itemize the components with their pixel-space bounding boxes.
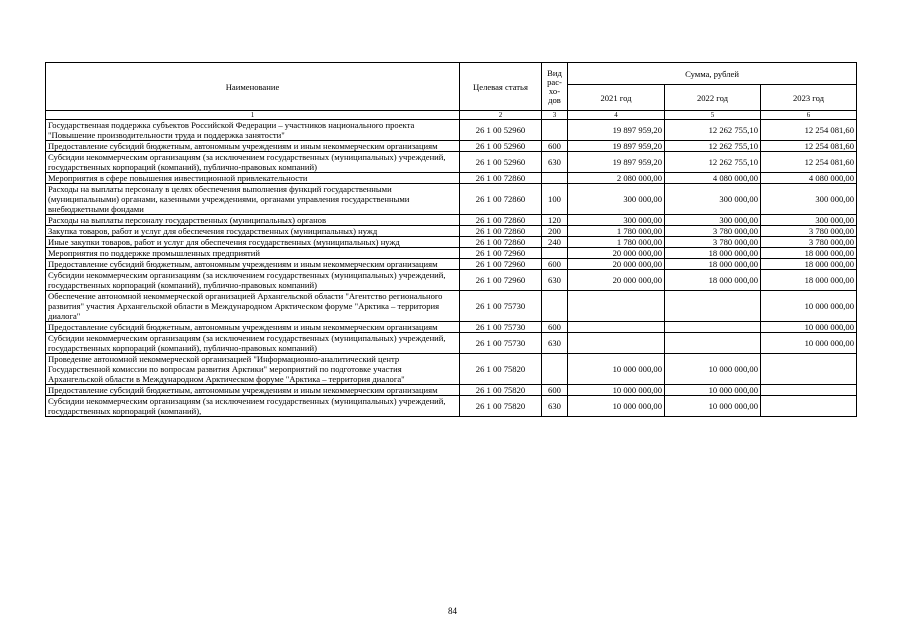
row-expense-type [542,354,568,385]
row-amount-2022: 12 262 755,10 [665,141,761,152]
row-amount-2023: 10 000 000,00 [761,291,857,322]
row-target-item: 26 1 00 75820 [460,396,542,417]
row-expense-type: 600 [542,322,568,333]
table-row [46,141,857,152]
row-amount-2021: 19 897 959,20 [568,120,665,141]
row-name: Предоставление субсидий бюджетным, автономным учреждениям и иным некоммерческим организациям [46,322,460,333]
column-number: 5 [665,111,761,120]
row-amount-2021 [568,333,665,354]
row-target-item: 26 1 00 72960 [460,270,542,291]
row-name: Мероприятия в сфере повышения инвестиционной привлекательности [46,173,460,184]
row-target-item: 26 1 00 75730 [460,322,542,333]
row-amount-2023: 18 000 000,00 [761,270,857,291]
table-row [46,396,857,417]
column-number: 6 [761,111,857,120]
row-expense-type: 630 [542,333,568,354]
row-amount-2023: 3 780 000,00 [761,226,857,237]
table-row [46,120,857,141]
table-row [46,259,857,270]
row-expense-type: 630 [542,270,568,291]
row-amount-2022: 18 000 000,00 [665,248,761,259]
row-amount-2022: 18 000 000,00 [665,259,761,270]
row-amount-2022: 3 780 000,00 [665,226,761,237]
row-amount-2021 [568,291,665,322]
row-target-item: 26 1 00 72860 [460,226,542,237]
row-amount-2023 [761,396,857,417]
row-expense-type: 600 [542,259,568,270]
column-number: 1 [46,111,460,120]
page-number: 84 [448,606,457,616]
row-target-item: 26 1 00 52960 [460,141,542,152]
row-target-item: 26 1 00 75730 [460,291,542,322]
header-expense-type: Вид рас-хо-дов [542,63,568,111]
header-row-1 [46,63,857,85]
row-name: Субсидии некоммерческим организациям (за исключением государственных (муниципальных) учреждений, государственных корпораций (компаний), публично-правовых компаний) [46,270,460,291]
row-amount-2023: 12 254 081,60 [761,120,857,141]
header-name: Наименование [46,63,460,111]
row-amount-2023: 18 000 000,00 [761,259,857,270]
row-amount-2022: 18 000 000,00 [665,270,761,291]
row-name: Субсидии некоммерческим организациям (за исключением государственных (муниципальных) учреждений, государственных корпораций (компаний), публично-правовых компаний) [46,333,460,354]
row-expense-type: 120 [542,215,568,226]
row-amount-2022: 3 780 000,00 [665,237,761,248]
row-target-item: 26 1 00 75820 [460,354,542,385]
row-amount-2021: 1 780 000,00 [568,226,665,237]
row-amount-2021: 19 897 959,20 [568,141,665,152]
table-row [46,354,857,385]
row-expense-type [542,248,568,259]
budget-table [45,62,857,417]
row-amount-2023: 300 000,00 [761,215,857,226]
table-row [46,322,857,333]
row-name: Государственная поддержка субъектов Российской Федерации – участников национального проекта "Повышение производительности труда и поддержка занятости" [46,120,460,141]
header-year-2022: 2022 год [665,85,761,111]
row-amount-2022: 10 000 000,00 [665,385,761,396]
row-expense-type: 600 [542,141,568,152]
row-amount-2022: 12 262 755,10 [665,152,761,173]
row-amount-2023 [761,385,857,396]
row-amount-2022: 10 000 000,00 [665,396,761,417]
table-row [46,270,857,291]
column-number-row [46,111,857,120]
row-name: Закупка товаров, работ и услуг для обеспечения государственных (муниципальных) нужд [46,226,460,237]
row-target-item: 26 1 00 72860 [460,215,542,226]
table-body [46,120,857,417]
row-expense-type: 200 [542,226,568,237]
row-target-item: 26 1 00 72860 [460,237,542,248]
row-target-item: 26 1 00 52960 [460,120,542,141]
row-name: Субсидии некоммерческим организациям (за исключением государственных (муниципальных) учреждений, государственных корпораций (компаний), [46,396,460,417]
row-name: Предоставление субсидий бюджетным, автономным учреждениям и иным некоммерческим организациям [46,385,460,396]
row-name: Проведение автономной некоммерческой организацией "Информационно-аналитический центр Государственной комиссии по вопросам развития Арктики" мероприятий по подготовке участия Архангельской области в Международном Арктическом форуме "Арктика – территория диалога" [46,354,460,385]
row-amount-2021: 10 000 000,00 [568,354,665,385]
row-name: Предоставление субсидий бюджетным, автономным учреждениям и иным некоммерческим организациям [46,141,460,152]
table-row [46,184,857,215]
header-year-2021: 2021 год [568,85,665,111]
table-row [46,248,857,259]
table-row [46,215,857,226]
table-row [46,152,857,173]
row-amount-2021: 20 000 000,00 [568,259,665,270]
table-row [46,226,857,237]
row-expense-type [542,291,568,322]
row-amount-2021: 10 000 000,00 [568,396,665,417]
header-target-item: Целевая статья [460,63,542,111]
row-amount-2023: 4 080 000,00 [761,173,857,184]
row-expense-type [542,173,568,184]
row-expense-type: 240 [542,237,568,248]
row-amount-2022: 300 000,00 [665,184,761,215]
row-target-item: 26 1 00 75820 [460,385,542,396]
row-amount-2022: 300 000,00 [665,215,761,226]
row-amount-2021 [568,322,665,333]
column-number: 2 [460,111,542,120]
column-number: 4 [568,111,665,120]
row-amount-2021: 10 000 000,00 [568,385,665,396]
row-amount-2021: 2 080 000,00 [568,173,665,184]
row-amount-2023: 12 254 081,60 [761,152,857,173]
row-name: Расходы на выплаты персоналу в целях обеспечения выполнения функций государственными (муниципальными) органами, казенными учреждениями, органами управления государственными внебюджетными фондами [46,184,460,215]
row-amount-2022 [665,333,761,354]
row-name: Обеспечение автономной некоммерческой организацией Архангельской области "Агентство регионального развития" участия Архангельской области в Международном Арктическом форуме "Арктика – территория диалога" [46,291,460,322]
row-amount-2021: 20 000 000,00 [568,270,665,291]
row-amount-2021: 300 000,00 [568,184,665,215]
row-amount-2022: 10 000 000,00 [665,354,761,385]
row-name: Предоставление субсидий бюджетным, автономным учреждениям и иным некоммерческим организациям [46,259,460,270]
row-amount-2023: 3 780 000,00 [761,237,857,248]
row-amount-2021: 1 780 000,00 [568,237,665,248]
row-name: Мероприятия по поддержке промышленных предприятий [46,248,460,259]
row-target-item: 26 1 00 72960 [460,248,542,259]
row-target-item: 26 1 00 72860 [460,184,542,215]
row-amount-2023: 10 000 000,00 [761,333,857,354]
table-row [46,385,857,396]
header-amount: Сумма, рублей [568,63,857,85]
table-row [46,333,857,354]
row-amount-2022: 12 262 755,10 [665,120,761,141]
row-amount-2023: 300 000,00 [761,184,857,215]
row-name: Расходы на выплаты персоналу государственных (муниципальных) органов [46,215,460,226]
row-name: Субсидии некоммерческим организациям (за исключением государственных (муниципальных) учреждений, государственных корпораций (компаний), публично-правовых компаний) [46,152,460,173]
row-amount-2022 [665,291,761,322]
row-target-item: 26 1 00 72960 [460,259,542,270]
row-expense-type: 630 [542,396,568,417]
row-amount-2023: 10 000 000,00 [761,322,857,333]
row-amount-2022 [665,322,761,333]
row-amount-2021: 19 897 959,20 [568,152,665,173]
row-amount-2023: 18 000 000,00 [761,248,857,259]
row-amount-2022: 4 080 000,00 [665,173,761,184]
row-expense-type: 630 [542,152,568,173]
column-number: 3 [542,111,568,120]
table-row [46,237,857,248]
row-target-item: 26 1 00 75730 [460,333,542,354]
row-amount-2021: 300 000,00 [568,215,665,226]
row-target-item: 26 1 00 52960 [460,152,542,173]
table-row [46,173,857,184]
row-name: Иные закупки товаров, работ и услуг для обеспечения государственных (муниципальных) нужд [46,237,460,248]
row-expense-type: 100 [542,184,568,215]
row-target-item: 26 1 00 72860 [460,173,542,184]
row-amount-2023 [761,354,857,385]
row-amount-2023: 12 254 081,60 [761,141,857,152]
row-amount-2021: 20 000 000,00 [568,248,665,259]
row-expense-type [542,120,568,141]
header-year-2023: 2023 год [761,85,857,111]
row-expense-type: 600 [542,385,568,396]
table-row [46,291,857,322]
